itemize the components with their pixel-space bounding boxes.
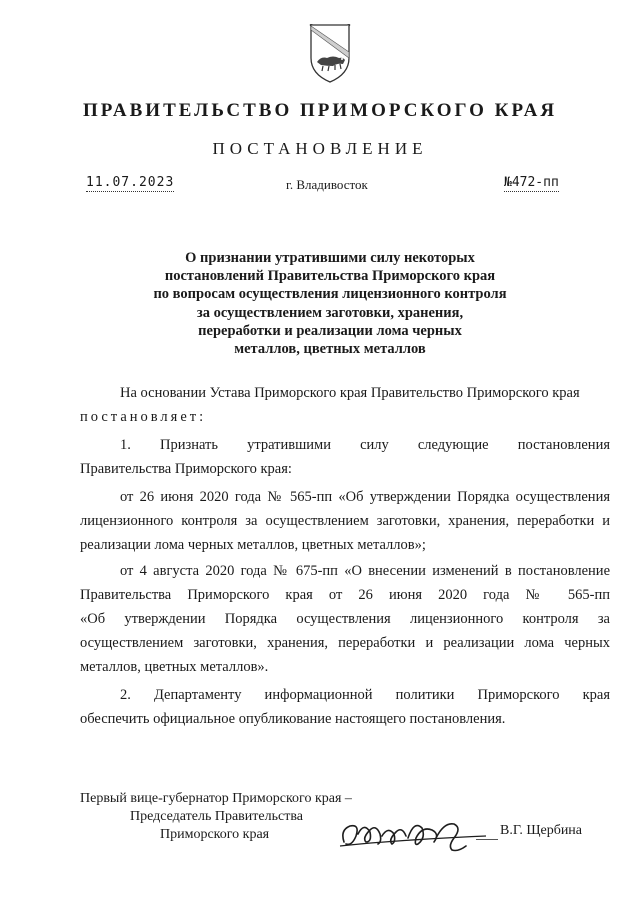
organization-title: ПРАВИТЕЛЬСТВО ПРИМОРСКОГО КРАЯ (82, 100, 558, 121)
document-date: 11.07.2023 (86, 175, 175, 190)
body-line: от 26 июня 2020 года № 565-пп «Об утверждении Порядка осуществления (120, 489, 610, 505)
body-line: постановляет: (80, 409, 207, 425)
subject-line: переработки и реализации лома черных (198, 322, 462, 339)
body-line: 1. Признать утратившими силу следующие постановления (120, 437, 610, 453)
body-line: осуществлением заготовки, хранения, переработки и реализации лома черных (80, 635, 610, 651)
subject-line: О признании утратившими силу некоторых (185, 250, 475, 266)
coat-of-arms-icon (303, 22, 357, 84)
handwritten-signature-icon (336, 812, 496, 854)
document-subject (120, 249, 540, 358)
subject-line: металлов, цветных металлов (234, 341, 426, 358)
signer-name: В.Г. Щербина (500, 823, 583, 838)
document-type: ПОСТАНОВЛЕНИЕ (212, 139, 428, 158)
body-line: На основании Устава Приморского края Правительство Приморского края (120, 385, 580, 401)
body-line: обеспечить официальное опубликование настоящего постановления. (80, 711, 506, 727)
subject-line: за осуществлением заготовки, хранения, (196, 304, 464, 321)
body-line: Правительства Приморского края: (80, 461, 292, 477)
body-line: 2. Департаменту информационной политики Приморского края (120, 687, 610, 703)
subject-line: постановлений Правительства Приморского края (164, 268, 496, 285)
document-number: №472-пп (504, 175, 559, 190)
body-line: металлов, цветных металлов». (80, 659, 269, 675)
signer-position-line: Председатель Правительства (130, 809, 303, 824)
signature-underline (476, 825, 498, 840)
body-line: Правительства Приморского края от 26 июня 2020 года № 565-пп (80, 587, 610, 603)
body-line: от 4 августа 2020 года № 675-пп «О внесении изменений в постановление (120, 563, 610, 579)
body-line: «Об утверждении Порядка осуществления лицензионного контроля за (80, 611, 610, 627)
signer-position-line: Приморского края (160, 827, 270, 842)
document-city: г. Владивосток (286, 177, 368, 192)
signer-position-line: Первый вице-губернатор Приморского края – (80, 791, 352, 806)
subject-line: по вопросам осуществления лицензионного контроля (153, 286, 507, 303)
body-line: реализации лома черных металлов, цветных металлов»; (80, 537, 426, 553)
body-line: лицензионного контроля за осуществлением заготовки, хранения, переработки и (80, 513, 610, 529)
